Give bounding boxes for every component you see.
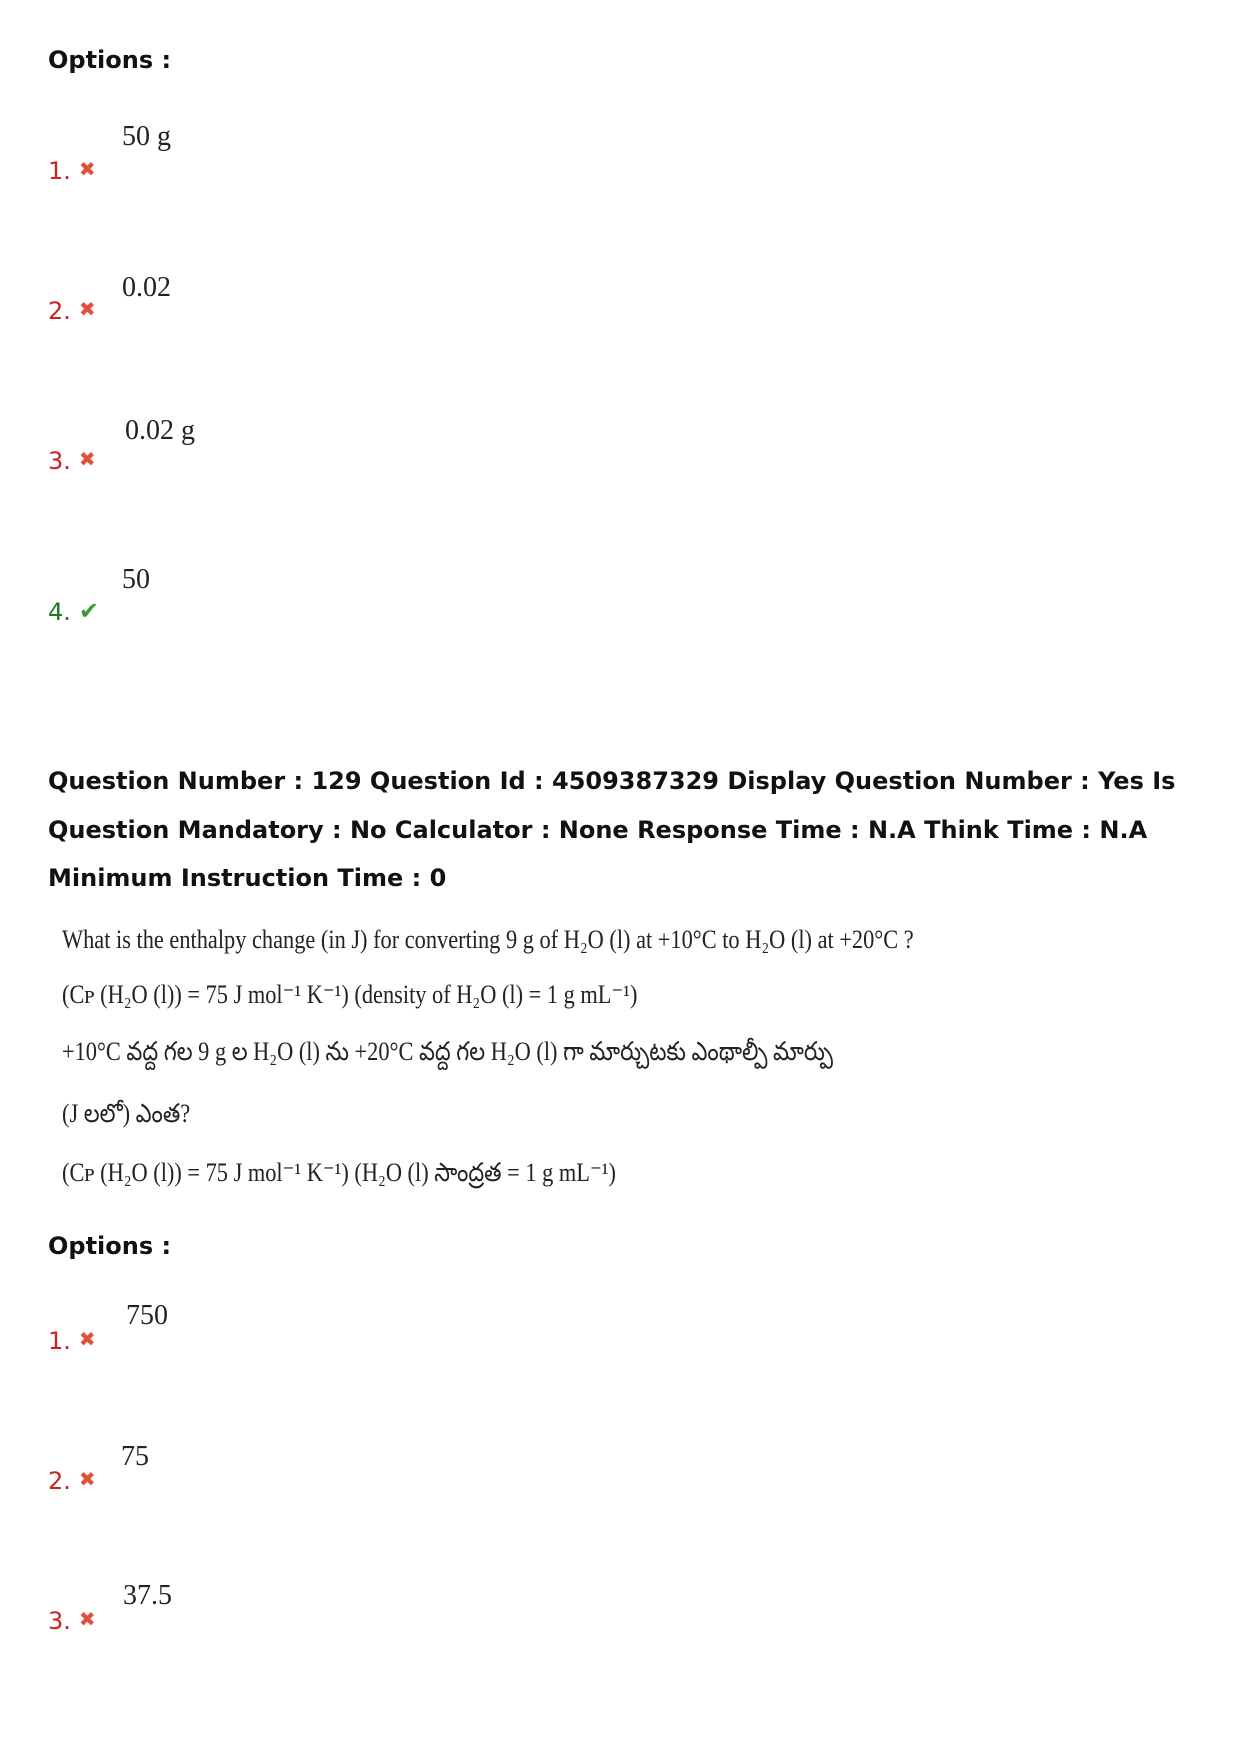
question-text-line-4: (J లలో) ఎంత? (62, 1099, 191, 1128)
option-number-text: 4. (48, 598, 71, 626)
option-1-value: 750 (126, 1300, 168, 1331)
option-1-value: 50 g (122, 121, 171, 152)
option-2-value: 75 (121, 1441, 149, 1472)
cross-icon: ✖ (78, 297, 96, 321)
cross-icon: ✖ (78, 157, 96, 181)
check-icon: ✔ (78, 597, 100, 625)
option-2-number (48, 297, 96, 325)
question-metadata: Question Number : 129 Question Id : 4509387329 Display Question Number : Yes Is Question Mandatory : No Calculator : None Response Time : N.A Think Time : N.A Minimum Instruction Time : 0 (48, 767, 1176, 892)
option-3-value: 0.02 g (125, 415, 195, 446)
option-number-text: 2. (48, 1467, 71, 1495)
question-text-line-2: (Cᴘ (H₂O (l)) = 75 J mol⁻¹ K⁻¹) (density of H₂O (l) = 1 g mL⁻¹) (62, 980, 638, 1009)
options-label: Options : (48, 1232, 172, 1260)
options-label: Options : (48, 46, 172, 74)
option-1-number (48, 1327, 96, 1355)
option-1-number (48, 157, 96, 185)
question-text-line-5: (Cᴘ (H₂O (l)) = 75 J mol⁻¹ K⁻¹) (H₂O (l) సాంద్రత = 1 g mL⁻¹) (62, 1158, 616, 1187)
option-2-value: 0.02 (122, 272, 171, 303)
cross-icon: ✖ (78, 1327, 96, 1351)
option-number-text: 1. (48, 1327, 71, 1355)
option-3-value: 37.5 (123, 1580, 172, 1611)
cross-icon: ✖ (78, 447, 96, 471)
option-number-text: 1. (48, 157, 71, 185)
option-number-text: 3. (48, 1607, 71, 1635)
option-2-number (48, 1467, 96, 1495)
question-text-line-1: What is the enthalpy change (in J) for converting 9 g of H₂O (l) at +10°C to H₂O (l) at +20°C ? (62, 925, 914, 954)
option-4-number (48, 597, 99, 626)
question-text-line-3: +10°C వద్ద గల 9 g ల H₂O (l) ను +20°C వద్ద గల H₂O (l) గా మార్చుటకు ఎంథాల్పీ మార్పు (62, 1037, 833, 1066)
option-number-text: 2. (48, 297, 71, 325)
option-4-value: 50 (122, 564, 150, 595)
option-3-number (48, 447, 96, 475)
option-number-text: 3. (48, 447, 71, 475)
cross-icon: ✖ (78, 1467, 96, 1491)
cross-icon: ✖ (78, 1607, 96, 1631)
option-3-number (48, 1607, 96, 1635)
